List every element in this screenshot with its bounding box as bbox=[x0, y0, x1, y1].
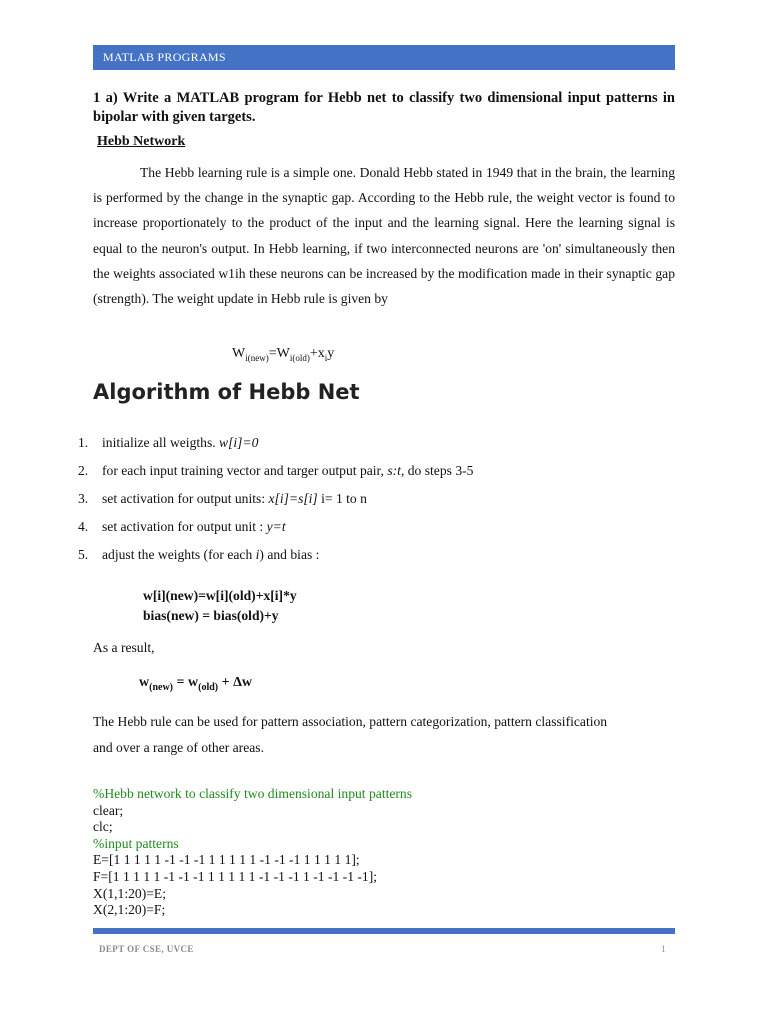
delta-formula: $w_{(new)} = w_{(old)} + \Delta w$ bbox=[139, 675, 252, 693]
algorithm-steps bbox=[78, 433, 638, 573]
algorithm-step: 3. set activation for output units: x[i]=s[i] i= 1 to n bbox=[78, 491, 367, 506]
matlab-code-block bbox=[93, 786, 412, 919]
intro-paragraph: The Hebb learning rule is a simple one. Donald Hebb stated in 1949 that in the brain, the learning is performed by the change in the synaptic gap. According to the Hebb rule, the weight vector is found to increase proportionately to the product of the input and the learning signal. Here the learning signal is equal to the neuron's output. In Hebb learning, if two interconnected neurons are 'on' simultaneously then the weights associated w1ih these neurons can be increased by the modification made in their synaptic gap (strength). The weight update in Hebb rule is given by bbox=[93, 165, 675, 307]
code-line: E=[1 1 1 1 1 -1 -1 -1 1 1 1 1 1 -1 -1 -1 1 1 1 1 1]; bbox=[93, 852, 360, 868]
hebb-update-formula: $W_{i(new)}=W_{i(old)}+x_iy$ bbox=[232, 346, 335, 363]
algorithm-step: 2. for each input training vector and targer output pair, s:t, do steps 3-5 bbox=[78, 463, 474, 478]
footer-department: DEPT OF CSE, UVCE bbox=[99, 944, 194, 954]
algorithm-step: 5. adjust the weights (for each i) and bias : bbox=[78, 547, 320, 562]
header-bar bbox=[93, 45, 675, 70]
code-line: clc; bbox=[93, 819, 113, 835]
question-title: 1 a) Write a MATLAB program for Hebb net to classify two dimensional input patterns in bipolar with given targets. bbox=[93, 90, 675, 125]
code-line: clear; bbox=[93, 802, 124, 818]
conclusion-paragraph: The Hebb rule can be used for pattern association, pattern categorization, pattern classification and over a range of other areas. bbox=[93, 714, 608, 755]
algorithm-step: 4. set activation for output unit : y=t bbox=[78, 519, 286, 534]
footer-rule bbox=[93, 928, 675, 934]
update-rules bbox=[143, 586, 297, 626]
weight-update-rule: w[i](new)=w[i](old)+x[i]*y bbox=[143, 588, 297, 603]
page-number: 1 bbox=[661, 944, 666, 954]
bias-update-rule: bias(new) = bias(old)+y bbox=[143, 608, 279, 623]
code-line: X(1,1:20)=E; bbox=[93, 885, 166, 901]
algorithm-step: 1. initialize all weigths. w[i]=0 bbox=[78, 435, 259, 450]
code-line: X(2,1:20)=F; bbox=[93, 902, 166, 918]
algorithm-heading: Algorithm of Hebb Net bbox=[93, 380, 360, 404]
section-heading: Hebb Network bbox=[97, 134, 186, 149]
result-intro: As a result, bbox=[93, 640, 155, 655]
code-comment: %input patterns bbox=[93, 835, 179, 851]
code-comment: %Hebb network to classify two dimensional input patterns bbox=[93, 786, 413, 801]
code-line: F=[1 1 1 1 1 -1 -1 -1 1 1 1 1 1 -1 -1 -1 1 -1 -1 -1 -1]; bbox=[93, 868, 378, 884]
header-title: MATLAB PROGRAMS bbox=[103, 50, 226, 64]
